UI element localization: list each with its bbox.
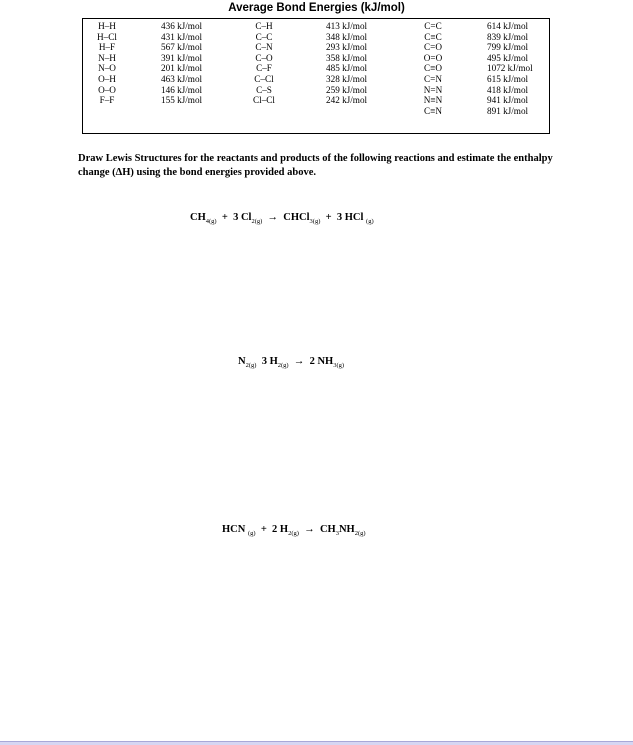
subscript: 3 bbox=[333, 362, 337, 370]
bond-energy: 146 kJ/mol bbox=[161, 84, 203, 95]
bond-label: O–O bbox=[98, 84, 116, 95]
bond-label: O–H bbox=[98, 73, 116, 84]
phase: (g) bbox=[366, 218, 374, 226]
phase: (g) bbox=[291, 530, 299, 538]
bond-label: C–F bbox=[256, 63, 272, 74]
reaction-2 bbox=[238, 356, 344, 369]
bond-label: F–F bbox=[99, 95, 115, 106]
bond-energy: 348 kJ/mol bbox=[326, 31, 368, 42]
plus-sign: + bbox=[221, 212, 228, 223]
instructions: Draw Lewis Structures for the reactants and products of the following reactions and estimate the enthalpy change (ΔH) using the bond energies provided above. bbox=[78, 153, 553, 178]
subscript: 2 bbox=[354, 530, 358, 538]
formula: NH bbox=[317, 356, 334, 367]
formula: HCN bbox=[222, 524, 246, 535]
bond-energy: 1072 kJ/mol bbox=[487, 63, 533, 74]
bond-label: C–Cl bbox=[254, 73, 274, 84]
subscript: 2 bbox=[245, 362, 249, 370]
bond-energy: 567 kJ/mol bbox=[161, 42, 203, 53]
bond-energy: 941 kJ/mol bbox=[487, 95, 529, 106]
col1-values bbox=[161, 21, 202, 106]
bond-label: C–H bbox=[255, 21, 273, 31]
subscript: 3 bbox=[309, 218, 313, 226]
bond-label: C≡N bbox=[424, 105, 442, 116]
phase: (g) bbox=[336, 362, 345, 370]
bond-energy: 391 kJ/mol bbox=[161, 52, 203, 63]
bond-energy: 155 kJ/mol bbox=[161, 95, 203, 106]
bond-energy-table bbox=[82, 18, 550, 134]
page-bottom-edge bbox=[0, 741, 633, 745]
bond-label: H–F bbox=[98, 42, 116, 53]
bond-energy: 418 kJ/mol bbox=[487, 84, 529, 95]
bond-label: C–C bbox=[255, 31, 273, 42]
bond-label: C=C bbox=[424, 21, 442, 31]
bond-energy: 485 kJ/mol bbox=[326, 63, 368, 74]
coefficient: 3 bbox=[261, 356, 267, 367]
formula: H bbox=[269, 356, 278, 367]
bond-energy: 463 kJ/mol bbox=[161, 73, 203, 84]
bond-label: N=N bbox=[423, 84, 443, 95]
subscript: 2 bbox=[288, 530, 292, 538]
bond-label: C–O bbox=[255, 52, 273, 63]
bond-label: C=O bbox=[424, 42, 442, 53]
col2-values bbox=[326, 21, 367, 106]
phase: (g) bbox=[248, 362, 257, 370]
bond-label: N–O bbox=[98, 63, 116, 74]
bond-label: Cl–Cl bbox=[253, 95, 275, 106]
col1-bonds bbox=[88, 21, 126, 106]
bond-label: N–H bbox=[98, 52, 116, 63]
col3-bonds bbox=[418, 21, 448, 116]
bond-label: H–Cl bbox=[97, 31, 117, 42]
formula: Cl bbox=[240, 212, 252, 223]
formula: CHCl bbox=[283, 212, 310, 223]
bond-energy: 495 kJ/mol bbox=[487, 52, 529, 63]
phase: (g) bbox=[209, 218, 217, 226]
col2-bonds bbox=[249, 21, 279, 106]
plus-sign: + bbox=[260, 524, 267, 535]
bond-energy: 413 kJ/mol bbox=[326, 21, 368, 31]
phase: (g) bbox=[247, 530, 256, 538]
bond-energy: 839 kJ/mol bbox=[487, 31, 529, 42]
bond-energy: 431 kJ/mol bbox=[161, 31, 203, 42]
formula: N bbox=[238, 356, 246, 367]
bond-label: C≡O bbox=[424, 63, 442, 74]
bond-energy: 293 kJ/mol bbox=[326, 42, 368, 53]
coefficient: 2 bbox=[272, 524, 278, 535]
bond-energy: 358 kJ/mol bbox=[326, 52, 368, 63]
bond-energy: 201 kJ/mol bbox=[161, 63, 203, 74]
formula: CH bbox=[190, 212, 206, 223]
subscript: 2 bbox=[277, 362, 281, 370]
bond-label: O=O bbox=[423, 52, 443, 63]
bond-energy: 436 kJ/mol bbox=[161, 21, 203, 31]
bond-energy: 328 kJ/mol bbox=[326, 73, 368, 84]
arrow-icon: → bbox=[304, 524, 315, 535]
subscript: 4 bbox=[205, 218, 209, 226]
subscript: 3 bbox=[335, 530, 339, 538]
plus-sign: + bbox=[325, 212, 332, 223]
bond-label: H–H bbox=[98, 21, 116, 31]
subscript: 2 bbox=[251, 218, 255, 226]
formula: NH bbox=[338, 524, 355, 535]
bond-energy: 799 kJ/mol bbox=[487, 42, 529, 53]
bond-label: N≡N bbox=[423, 95, 443, 106]
coefficient: 3 bbox=[233, 212, 239, 223]
coefficient: 3 bbox=[336, 212, 343, 223]
phase: (g) bbox=[312, 218, 321, 226]
arrow-icon: → bbox=[267, 212, 279, 223]
formula: CH bbox=[319, 524, 336, 535]
bond-energy: 242 kJ/mol bbox=[326, 95, 368, 106]
bond-label: C≡C bbox=[424, 31, 442, 42]
page-title: Average Bond Energies (kJ/mol) bbox=[228, 2, 405, 14]
bond-energy: 259 kJ/mol bbox=[326, 84, 368, 95]
col3-values bbox=[487, 21, 533, 116]
bond-energy: 615 kJ/mol bbox=[487, 73, 529, 84]
phase: (g) bbox=[280, 362, 289, 370]
reaction-3 bbox=[222, 524, 366, 537]
phase: (g) bbox=[254, 218, 263, 226]
formula: HCl bbox=[344, 212, 364, 223]
bond-label: C=N bbox=[424, 73, 442, 84]
bond-label: C–S bbox=[256, 84, 272, 95]
bond-label: C–N bbox=[255, 42, 273, 53]
coefficient: 2 bbox=[309, 356, 315, 367]
reaction-1 bbox=[190, 212, 374, 225]
phase: (g) bbox=[357, 530, 366, 538]
bond-energy: 891 kJ/mol bbox=[487, 105, 529, 116]
bond-energy: 614 kJ/mol bbox=[487, 21, 529, 31]
formula: H bbox=[279, 524, 289, 535]
arrow-icon: → bbox=[293, 356, 305, 367]
